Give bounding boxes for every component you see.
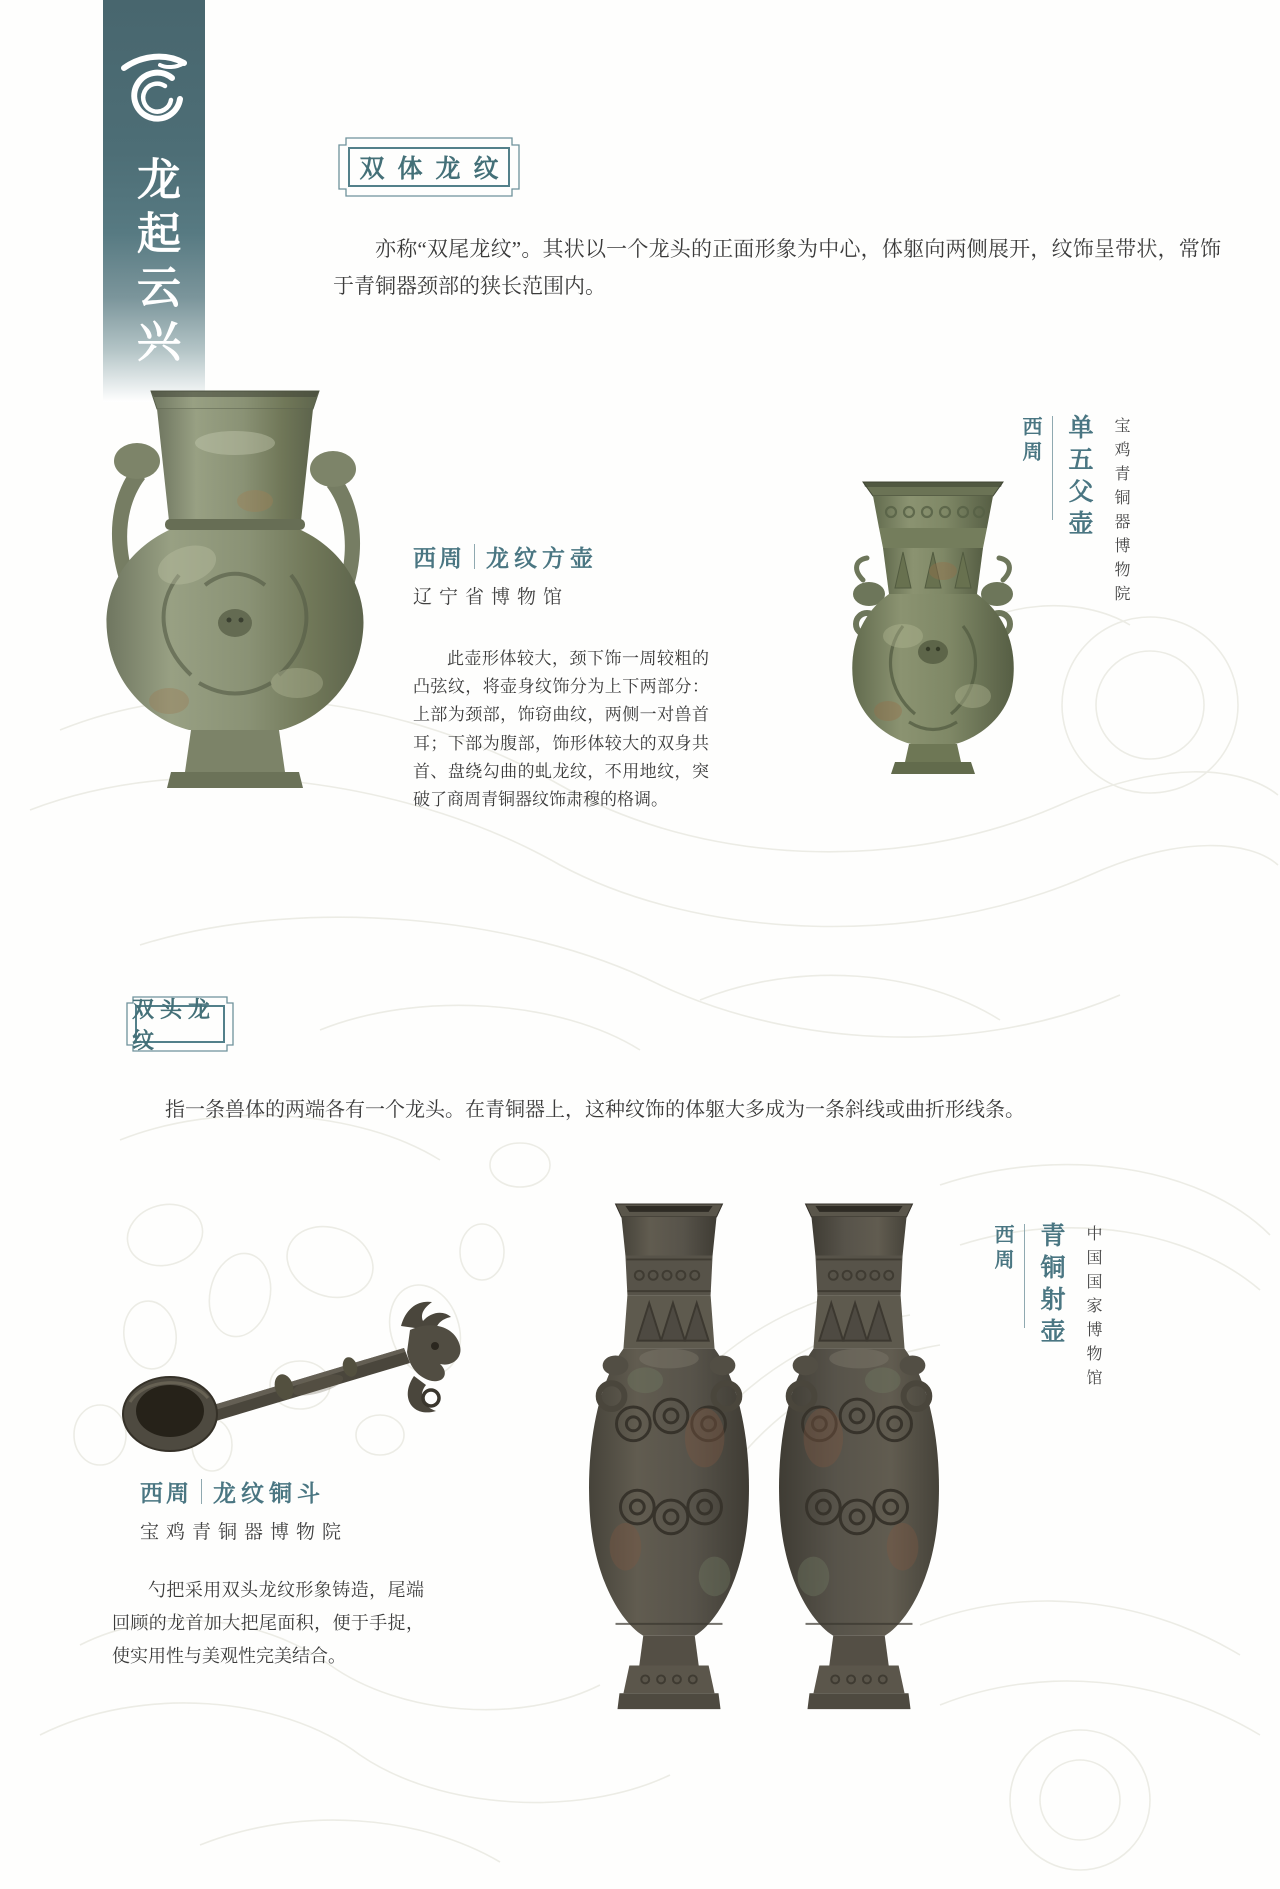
artifact-name: 青铜射壶 [1037,1222,1064,1350]
fanghu-caption [413,540,598,609]
shanwufuhu-caption [1016,414,1132,609]
artifact-name: 龙纹铜斗 [213,1481,325,1506]
dynasty-label: 西周 [991,1224,1013,1274]
caption-divider [201,1479,202,1504]
chapter-title: 龙起云兴 [130,156,179,372]
artifact-name: 单五父壶 [1065,414,1092,542]
dynasty-label: 西周 [1019,416,1041,466]
header-double-body-dragon [338,137,520,197]
shehu-photo-right [775,1200,943,1720]
section-intro-paragraph: 指一条兽体的两端各有一个龙头。在青铜器上，这种纹饰的体躯大多成为一条斜线或曲折形线条。 [165,1099,1025,1121]
caption-divider [1052,416,1053,520]
shanwufuhu-photo [843,476,1023,776]
header-double-head-dragon [126,996,234,1052]
museum-name: 辽宁省博物馆 [413,587,570,608]
shehu-photo-left [585,1200,753,1720]
fanghu-photo [95,383,375,793]
section-intro-paragraph: 亦称“双尾龙纹”。其状以一个龙头的正面形象为中心，体躯向两侧展开，纹饰呈带状，常饰于青铜器颈部的狭长范围内。 [333,237,1221,299]
artifact-name: 龙纹方壶 [486,546,598,571]
dragon-spiral-icon [118,52,190,138]
museum-name: 宝鸡青铜器博物院 [1112,417,1129,609]
tongdou-caption [140,1475,348,1544]
section-title: 双体龙纹 [359,156,512,183]
chapter-banner [103,0,205,402]
dynasty-label: 西周 [140,1481,192,1506]
caption-divider [1024,1224,1025,1328]
tongdou-description: 勺把采用双头龙纹形象铸造，尾端回顾的龙首加大把尾面积，便于手捉，使实用性与美观性完美结合。 [112,1580,424,1666]
shehu-caption [988,1222,1104,1393]
museum-name: 宝鸡青铜器博物院 [140,1522,349,1543]
tongdou-photo [118,1290,463,1460]
fanghu-description: 此壶形体较大，颈下饰一周较粗的凸弦纹，将壶身纹饰分为上下两部分：上部为颈部，饰窃曲纹，两侧一对兽首耳；下部为腹部，饰形体较大的双身共首、盘绕勾曲的虬龙纹，不用地纹，突破了商周青铜器纹饰肃穆的格调。 [413,649,709,810]
caption-divider [474,544,475,569]
museum-name: 中国国家博物馆 [1084,1225,1101,1393]
section-title: 双头龙纹 [132,997,217,1053]
dynasty-label: 西周 [413,546,465,571]
